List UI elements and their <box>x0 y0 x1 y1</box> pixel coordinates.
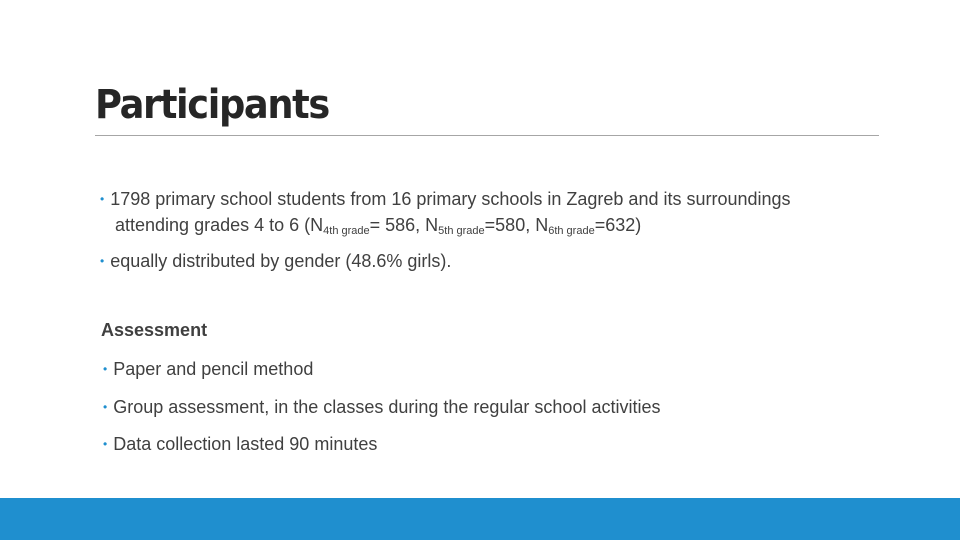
bullet-gender <box>100 249 451 275</box>
grade-5-value: =580, N <box>484 215 549 235</box>
grade-6-subscript: 6th grade <box>548 225 595 237</box>
assessment-item-text: Paper and pencil method <box>113 359 314 379</box>
grade-4-value: = 586, N <box>369 215 439 235</box>
bullet-text-line1: 1798 primary school students from 16 primary schools in Zagreb and its surroundings <box>110 189 791 209</box>
assessment-item <box>103 395 660 421</box>
grade-text-prefix: attending grades 4 to 6 (N <box>115 215 324 235</box>
bullet-icon: • <box>100 254 105 268</box>
bullet-participants-count <box>100 187 900 243</box>
grade-6-value: =632) <box>594 215 642 235</box>
assessment-item-text: Group assessment, in the classes during the regular school activities <box>113 397 661 417</box>
bullet-icon: • <box>100 192 105 206</box>
bullet-icon: • <box>103 437 108 451</box>
assessment-item <box>103 432 377 458</box>
bullet-text: equally distributed by gender (48.6% girls). <box>110 251 452 271</box>
grade-4-subscript: 4th grade <box>323 225 370 237</box>
bullet-icon: • <box>103 400 108 414</box>
assessment-item <box>103 357 313 383</box>
assessment-item-text: Data collection lasted 90 minutes <box>113 434 378 454</box>
assessment-heading: Assessment <box>101 320 208 340</box>
title-divider <box>95 135 879 136</box>
bullet-text-line2 <box>100 213 900 243</box>
grade-5-subscript: 5th grade <box>438 225 485 237</box>
bullet-icon: • <box>103 362 108 376</box>
slide-title: Participants <box>95 82 329 128</box>
footer-accent-bar <box>0 498 960 540</box>
